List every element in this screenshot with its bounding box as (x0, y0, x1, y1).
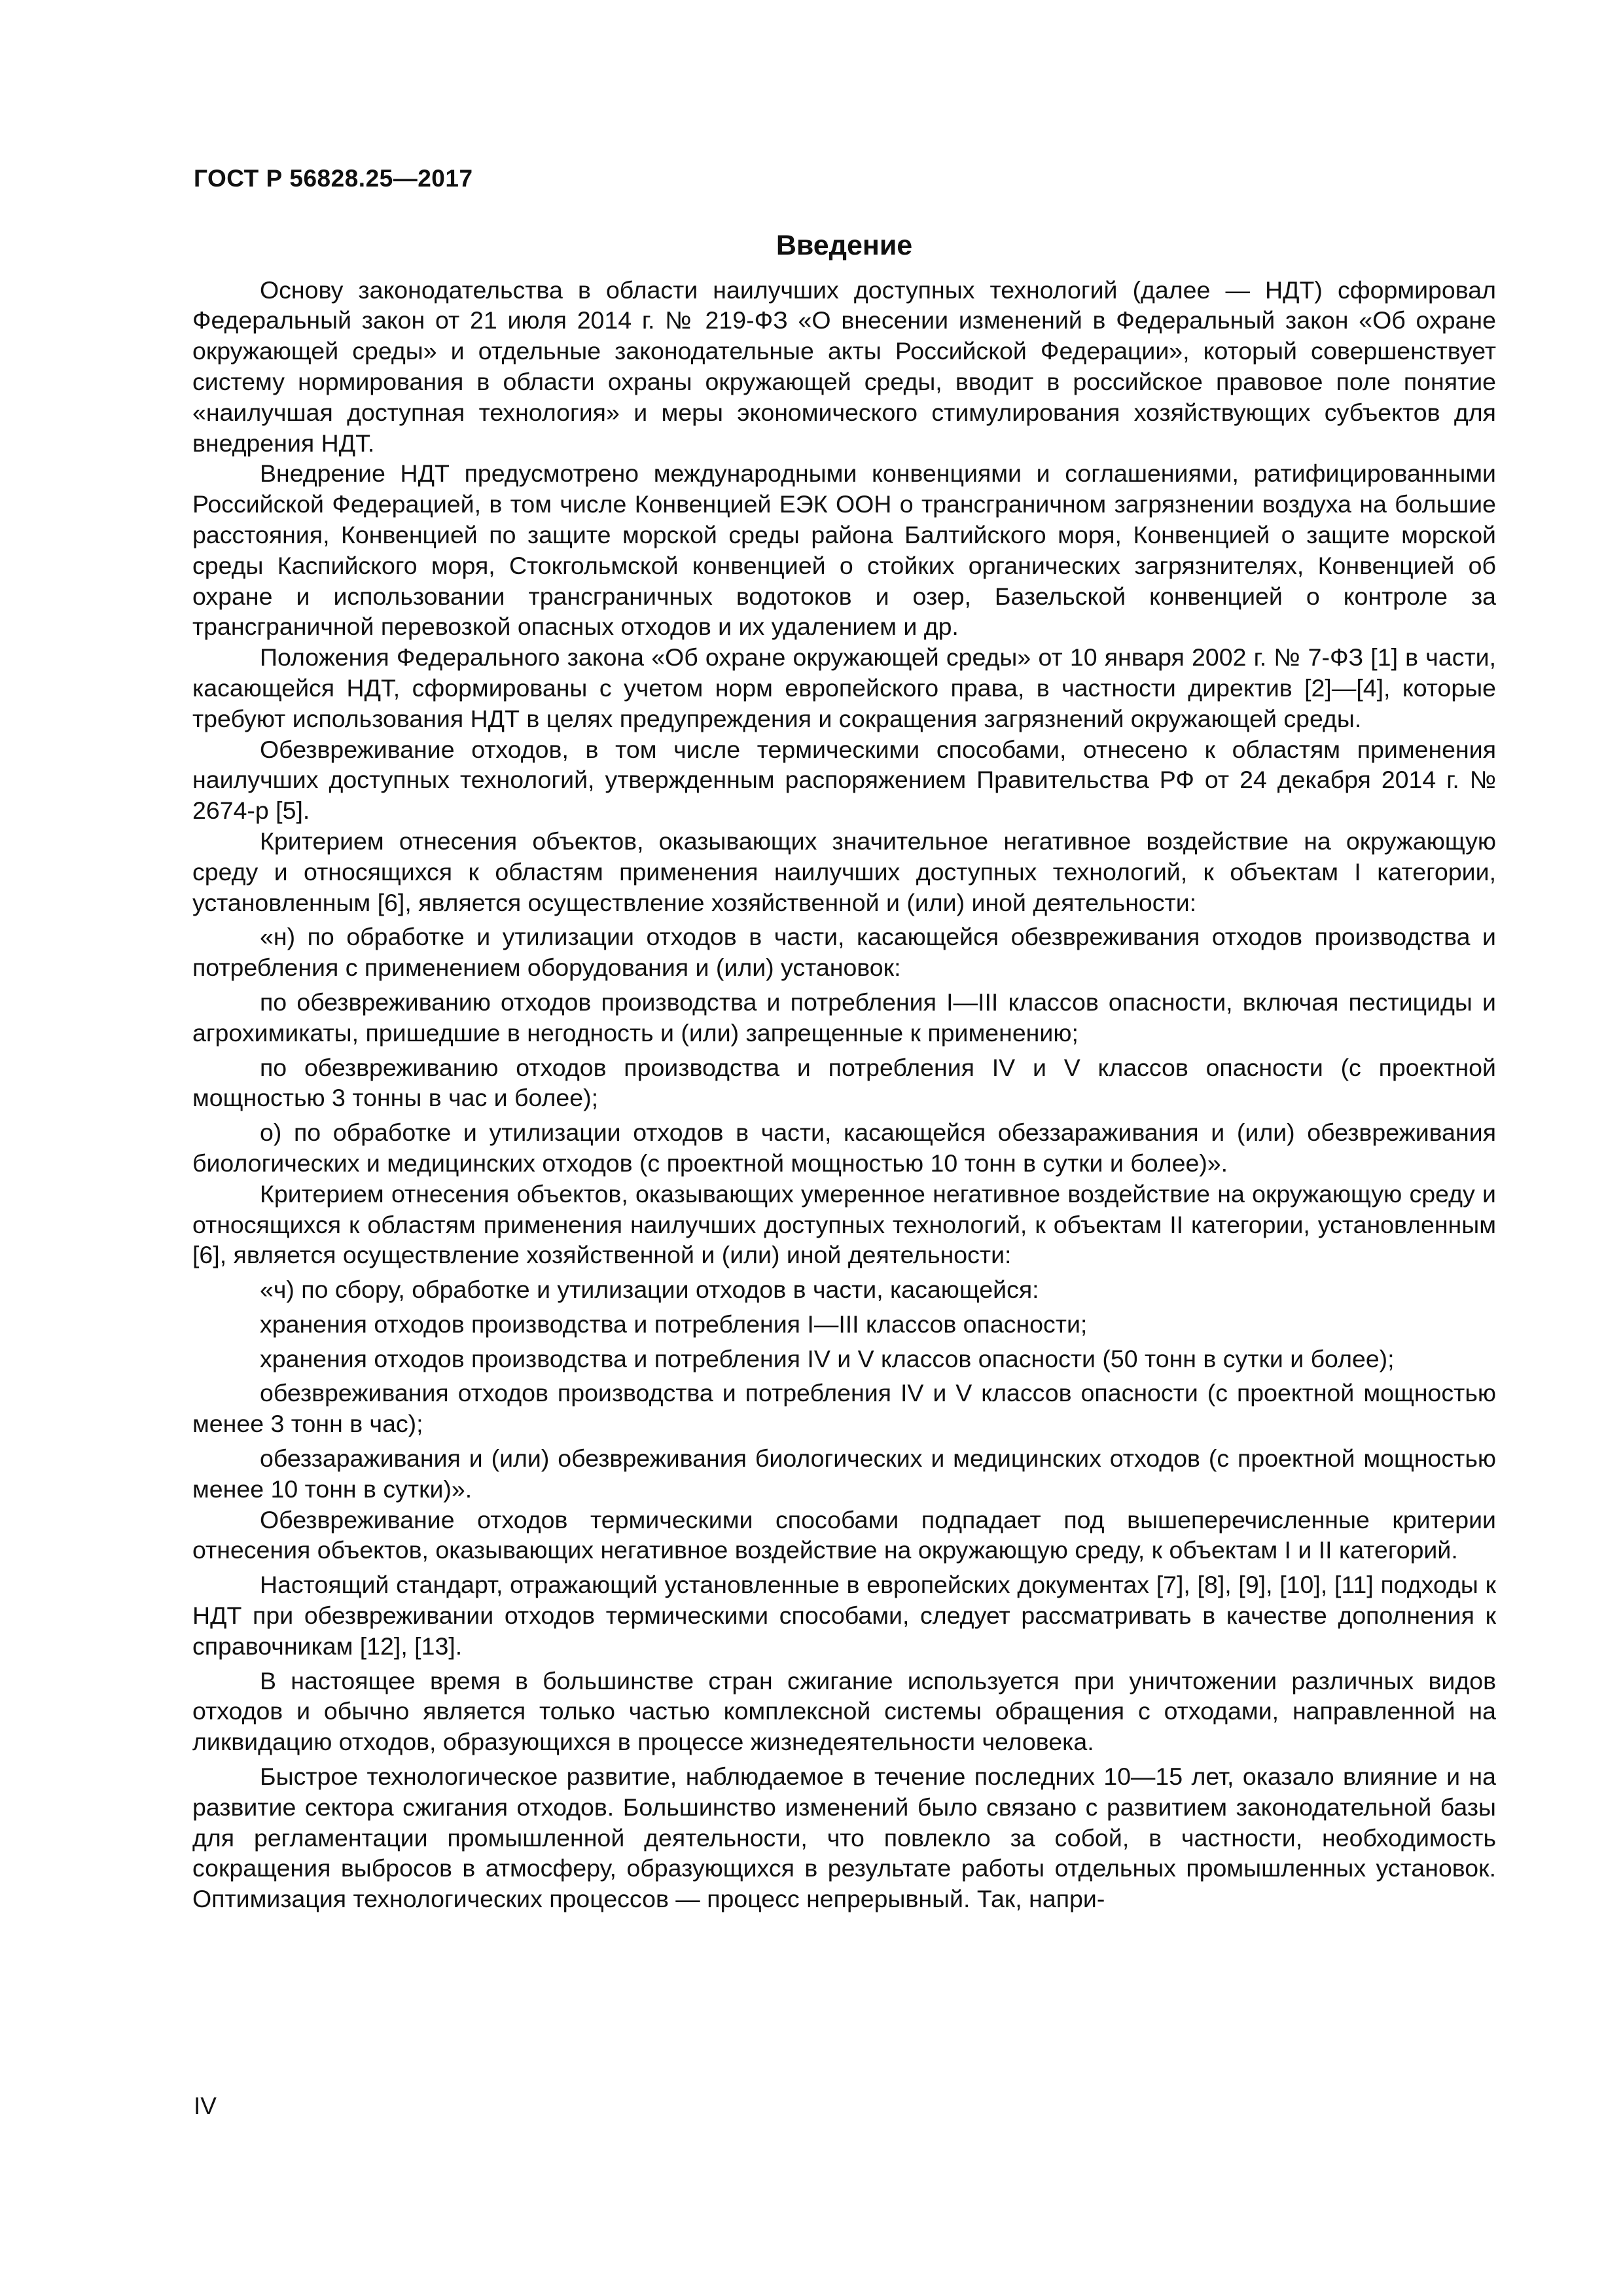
paragraph: В настоящее время в большинстве стран сжигание используется при уничтожении различных видов отходов и обычно является только частью комплексной системы обращения с отходами, направленной на ликвидацию отходов, образующихся в процессе жизнедеятельности человека. (192, 1666, 1496, 1756)
paragraph: по обезвреживанию отходов производства и потребления I—III классов опасности, включая пестициды и агрохимикаты, пришедшие в негодность и (или) запрещенные к применению; (192, 988, 1496, 1047)
document-body (192, 229, 1496, 1914)
paragraph: обеззараживания и (или) обезвреживания биологических и медицинских отходов (с проектной мощностью менее 10 тонн в сутки)». (192, 1444, 1496, 1503)
page-number: IV (194, 2092, 217, 2119)
paragraph: о) по обработке и утилизации отходов в части, касающейся обеззараживания и (или) обезвреживания биологических и медицинских отходов (с проектной мощностью 10 тонн в сутки и более)». (192, 1119, 1496, 1177)
paragraph: Критерием отнесения объектов, оказывающих значительное негативное воздействие на окружающую среду и относящихся к областям применения наилучших доступных технологий, к объектам I категории, установленным [6], является осуществление хозяйственной и (или) иной деятельности: (192, 827, 1496, 916)
section-title: Введение (776, 230, 913, 261)
paragraph: Положения Федерального закона «Об охране окружающей среды» от 10 января 2002 г. № 7-ФЗ [1] в части, касающейся НДТ, сформированы с учетом норм европейского права, в частности директив [2]—[4], которые требуют использования НДТ в целях предупреждения и сокращения загрязнений окружающей среды. (192, 643, 1496, 732)
paragraph: Обезвреживание отходов термическими способами подпадает под вышеперечисленные критерии отнесения объектов, оказывающих негативное воздействие на окружающую среду, к объектам I и II категорий. (192, 1505, 1496, 1564)
paragraph: «ч) по сбору, обработке и утилизации отходов в части, касающейся: (260, 1276, 1039, 1304)
paragraph: Основу законодательства в области наилучших доступных технологий (далее — НДТ) сформировал Федеральный закон от 21 июля 2014 г. № 219-ФЗ «О внесении изменений в Федеральный закон «Об охране окружающей среды» и отдельные законодательные акты Российской Федерации», который совершенствует систему нормирования в области охраны окружающей среды, вводит в российское правовое поле понятие «наилучшая доступная технология» и меры экономического стимулирования хозяйствующих субъектов для внедрения НДТ. (192, 276, 1496, 457)
paragraph: Настоящий стандарт, отражающий установленные в европейских документах [7], [8], [9], [10], [11] подходы к НДТ при обезвреживании отходов термическими способами, следует рассматривать в качестве дополнения к справочникам [12], [13]. (192, 1571, 1496, 1660)
paragraph: обезвреживания отходов производства и потребления IV и V классов опасности (с проектной мощностью менее 3 тонн в час); (192, 1379, 1496, 1438)
paragraph: Критерием отнесения объектов, оказывающих умеренное негативное воздействие на окружающую среду и относящихся к областям применения наилучших доступных технологий, к объектам II категории, установленным [6], является осуществление хозяйственной и (или) иной деятельности: (192, 1179, 1496, 1269)
paragraph: Обезвреживание отходов, в том числе термическими способами, отнесено к областям применения наилучших доступных технологий, утвержденным распоряжением Правительства РФ от 24 декабря 2014 г. № 2674-р [5]. (192, 735, 1496, 825)
standard-designation: ГОСТ Р 56828.25—2017 (194, 165, 473, 192)
paragraph: хранения отходов производства и потребления I—III классов опасности; (260, 1310, 1088, 1338)
paragraph: Внедрение НДТ предусмотрено международными конвенциями и соглашениями, ратифицированными Российской Федерацией, в том числе Конвенцией ЕЭК ООН о трансграничном загрязнении воздуха на большие расстояния, Конвенцией по защите морской среды района Балтийского моря, Конвенцией о защите морской среды Каспийского моря, Стокгольмской конвенцией о стойких органических загрязнителях, Конвенцией об охране и использовании трансграничных водотоков и озер, Базельской конвенцией о контроле за трансграничной перевозкой опасных отходов и их удалением и др. (192, 459, 1496, 641)
paragraph: хранения отходов производства и потребления IV и V классов опасности (50 тонн в сутки и более); (260, 1344, 1395, 1372)
paragraph: Быстрое технологическое развитие, наблюдаемое в течение последних 10—15 лет, оказало влияние и на развитие сектора сжигания отходов. Большинство изменений было связано с развитием законодательной базы для регламентации промышленной деятельности, что повлекло за собой, в частности, необходимость сокращения выбросов в атмосферу, образующихся в результате работы отдельных промышленных установок. Оптимизация технологических процессов — процесс непрерывный. Так, напри- (192, 1763, 1496, 1913)
paragraph: «н) по обработке и утилизации отходов в части, касающейся обезвреживания отходов производства и потребления с применением оборудования и (или) установок: (192, 923, 1496, 982)
paragraph: по обезвреживанию отходов производства и потребления IV и V классов опасности (с проектной мощностью 3 тонны в час и более); (192, 1053, 1496, 1112)
